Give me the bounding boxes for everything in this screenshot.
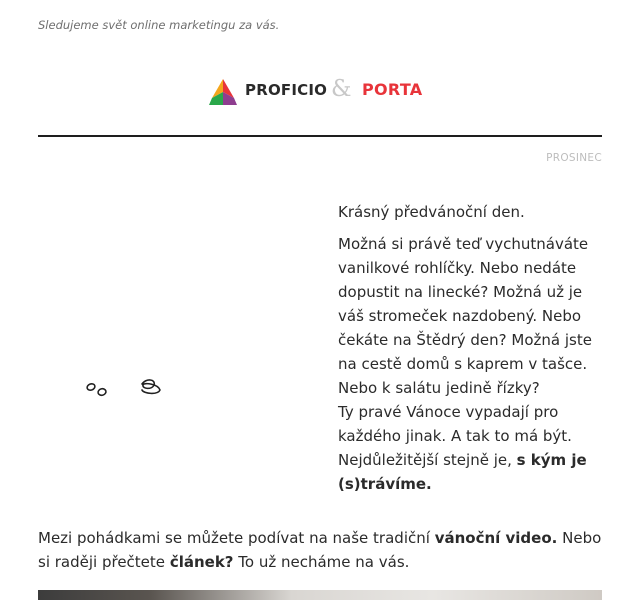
intro-line-2: Ty pravé Vánoce vypadají pro každého jinak. A tak to má být. Nejdůležitější stejně je, xyxy=(338,403,572,469)
video-thumbnail-image[interactable] xyxy=(38,590,602,600)
bottom-text-part1: Mezi pohádkami se můžete podívat na naše tradiční xyxy=(38,529,430,547)
bottom-paragraph xyxy=(38,526,608,574)
christmas-video-link[interactable]: vánoční video. xyxy=(434,529,558,547)
header-divider xyxy=(38,135,602,137)
intro-paragraph xyxy=(338,232,600,496)
bottom-text-part3: To už necháme na vás. xyxy=(238,553,410,571)
logo-header xyxy=(0,76,640,108)
article-link[interactable]: článek? xyxy=(169,553,234,571)
proficio-logo-icon xyxy=(208,78,238,106)
issue-month-label: PROSINEC xyxy=(546,152,602,164)
bottom-text-part2: Nebo si raději přečtete xyxy=(38,529,602,571)
intro-bold-end: s kým je (s)trávíme. xyxy=(338,451,587,493)
christmas-illustration xyxy=(80,370,170,410)
porta-brand: PORTA xyxy=(362,80,423,99)
greeting-text: Krásný předvánoční den. xyxy=(338,203,525,221)
proficio-brand: PROFICIO xyxy=(245,81,328,99)
intro-main-text: Možná si právě teď vychutnáváte vanilkové rohlíčky. Nebo nedáte dopustit na linecké? Možná už je váš stromeček nazdobený. Nebo čekáte na Štědrý den? Možná jste na cestě domů s kaprem v tašce. Nebo k salátu jedině řízky? xyxy=(338,235,592,397)
preheader-text: Sledujeme svět online marketingu za vás. xyxy=(38,18,280,32)
intro-text-block xyxy=(338,200,600,504)
ampersand-separator: & xyxy=(331,76,352,102)
